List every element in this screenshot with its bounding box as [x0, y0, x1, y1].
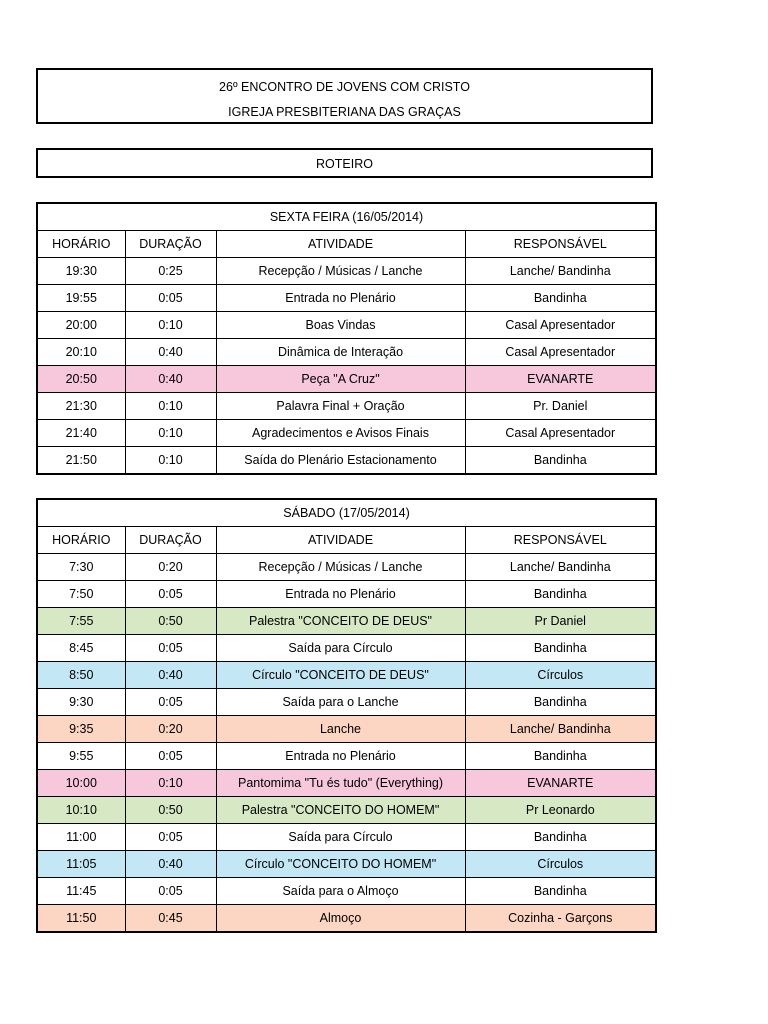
- cell-responsible: Bandinha: [465, 635, 656, 662]
- cell-time: 21:40: [37, 420, 125, 447]
- cell-duration: 0:45: [125, 905, 216, 933]
- cell-time: 20:10: [37, 339, 125, 366]
- cell-duration: 0:05: [125, 743, 216, 770]
- cell-activity: Palavra Final + Oração: [216, 393, 465, 420]
- cell-responsible: Bandinha: [465, 689, 656, 716]
- cell-activity: Recepção / Músicas / Lanche: [216, 554, 465, 581]
- cell-duration: 0:10: [125, 447, 216, 475]
- cell-duration: 0:40: [125, 339, 216, 366]
- schedule-row: [37, 258, 656, 285]
- cell-activity: Palestra "CONCEITO DE DEUS": [216, 608, 465, 635]
- cell-time: 21:30: [37, 393, 125, 420]
- cell-activity: Entrada no Plenário: [216, 285, 465, 312]
- cell-time: 11:50: [37, 905, 125, 933]
- cell-time: 9:55: [37, 743, 125, 770]
- cell-responsible: Lanche/ Bandinha: [465, 554, 656, 581]
- schedule-row: [37, 581, 656, 608]
- cell-time: 9:35: [37, 716, 125, 743]
- schedule-row: [37, 339, 656, 366]
- saturday-column-headers: [37, 527, 656, 554]
- cell-duration: 0:40: [125, 851, 216, 878]
- cell-responsible: Lanche/ Bandinha: [465, 716, 656, 743]
- cell-duration: 0:05: [125, 635, 216, 662]
- cell-time: 19:55: [37, 285, 125, 312]
- cell-duration: 0:05: [125, 689, 216, 716]
- header-activity: ATIVIDADE: [216, 527, 465, 554]
- header-responsible: RESPONSÁVEL: [465, 231, 656, 258]
- schedule-row: [37, 878, 656, 905]
- cell-responsible: EVANARTE: [465, 366, 656, 393]
- cell-activity: Agradecimentos e Avisos Finais: [216, 420, 465, 447]
- schedule-row: [37, 420, 656, 447]
- cell-time: 20:00: [37, 312, 125, 339]
- roteiro-box: [36, 148, 653, 178]
- cell-time: 11:00: [37, 824, 125, 851]
- schedule-row: [37, 662, 656, 689]
- church-name: IGREJA PRESBITERIANA DAS GRAÇAS: [228, 105, 461, 119]
- header-duration: DURAÇÃO: [125, 231, 216, 258]
- cell-time: 8:45: [37, 635, 125, 662]
- cell-activity: Dinâmica de Interação: [216, 339, 465, 366]
- cell-duration: 0:10: [125, 393, 216, 420]
- cell-activity: Saída para Círculo: [216, 824, 465, 851]
- cell-duration: 0:05: [125, 581, 216, 608]
- cell-duration: 0:40: [125, 366, 216, 393]
- header-time: HORÁRIO: [37, 527, 125, 554]
- cell-responsible: Cozinha - Garçons: [465, 905, 656, 933]
- cell-time: 11:05: [37, 851, 125, 878]
- schedule-row: [37, 447, 656, 475]
- cell-responsible: Bandinha: [465, 824, 656, 851]
- cell-duration: 0:50: [125, 797, 216, 824]
- cell-time: 7:50: [37, 581, 125, 608]
- cell-activity: Almoço: [216, 905, 465, 933]
- schedule-row: [37, 689, 656, 716]
- cell-activity: Pantomima "Tu és tudo" (Everything): [216, 770, 465, 797]
- cell-activity: Círculo "CONCEITO DO HOMEM": [216, 851, 465, 878]
- cell-time: 10:00: [37, 770, 125, 797]
- cell-time: 8:50: [37, 662, 125, 689]
- friday-column-headers: [37, 231, 656, 258]
- cell-responsible: Pr Leonardo: [465, 797, 656, 824]
- saturday-schedule-table: [36, 498, 657, 933]
- cell-activity: Lanche: [216, 716, 465, 743]
- roteiro-label: ROTEIRO: [316, 157, 373, 171]
- friday-schedule-table: [36, 202, 657, 475]
- schedule-row: [37, 285, 656, 312]
- cell-responsible: Círculos: [465, 851, 656, 878]
- cell-activity: Peça "A Cruz": [216, 366, 465, 393]
- cell-responsible: Bandinha: [465, 285, 656, 312]
- cell-activity: Saída do Plenário Estacionamento: [216, 447, 465, 475]
- cell-time: 19:30: [37, 258, 125, 285]
- cell-activity: Saída para o Almoço: [216, 878, 465, 905]
- schedule-row: [37, 366, 656, 393]
- cell-responsible: Bandinha: [465, 878, 656, 905]
- cell-responsible: Pr Daniel: [465, 608, 656, 635]
- cell-activity: Entrada no Plenário: [216, 743, 465, 770]
- cell-responsible: Casal Apresentador: [465, 312, 656, 339]
- cell-responsible: Bandinha: [465, 743, 656, 770]
- schedule-row: [37, 716, 656, 743]
- cell-time: 20:50: [37, 366, 125, 393]
- cell-activity: Boas Vindas: [216, 312, 465, 339]
- cell-time: 7:30: [37, 554, 125, 581]
- schedule-row: [37, 743, 656, 770]
- cell-duration: 0:50: [125, 608, 216, 635]
- cell-duration: 0:10: [125, 420, 216, 447]
- cell-responsible: Pr. Daniel: [465, 393, 656, 420]
- cell-duration: 0:20: [125, 554, 216, 581]
- cell-duration: 0:05: [125, 285, 216, 312]
- friday-title: SEXTA FEIRA (16/05/2014): [37, 203, 656, 231]
- cell-duration: 0:10: [125, 770, 216, 797]
- schedule-row: [37, 393, 656, 420]
- cell-duration: 0:20: [125, 716, 216, 743]
- schedule-row: [37, 635, 656, 662]
- cell-responsible: Bandinha: [465, 447, 656, 475]
- saturday-title: SÁBADO (17/05/2014): [37, 499, 656, 527]
- schedule-row: [37, 797, 656, 824]
- cell-time: 7:55: [37, 608, 125, 635]
- schedule-row: [37, 851, 656, 878]
- cell-activity: Entrada no Plenário: [216, 581, 465, 608]
- header-box: [36, 68, 653, 124]
- cell-activity: Palestra "CONCEITO DO HOMEM": [216, 797, 465, 824]
- cell-responsible: EVANARTE: [465, 770, 656, 797]
- schedule-row: [37, 312, 656, 339]
- cell-responsible: Círculos: [465, 662, 656, 689]
- header-responsible: RESPONSÁVEL: [465, 527, 656, 554]
- cell-duration: 0:05: [125, 824, 216, 851]
- cell-time: 11:45: [37, 878, 125, 905]
- cell-time: 10:10: [37, 797, 125, 824]
- schedule-row: [37, 905, 656, 933]
- cell-duration: 0:25: [125, 258, 216, 285]
- cell-time: 21:50: [37, 447, 125, 475]
- cell-activity: Saída para o Lanche: [216, 689, 465, 716]
- header-time: HORÁRIO: [37, 231, 125, 258]
- schedule-row: [37, 770, 656, 797]
- cell-responsible: Bandinha: [465, 581, 656, 608]
- schedule-row: [37, 554, 656, 581]
- cell-duration: 0:05: [125, 878, 216, 905]
- cell-activity: Saída para Círculo: [216, 635, 465, 662]
- schedule-row: [37, 608, 656, 635]
- event-title: 26º ENCONTRO DE JOVENS COM CRISTO: [219, 80, 470, 94]
- cell-duration: 0:40: [125, 662, 216, 689]
- cell-responsible: Casal Apresentador: [465, 420, 656, 447]
- cell-duration: 0:10: [125, 312, 216, 339]
- header-activity: ATIVIDADE: [216, 231, 465, 258]
- cell-responsible: Casal Apresentador: [465, 339, 656, 366]
- cell-responsible: Lanche/ Bandinha: [465, 258, 656, 285]
- cell-time: 9:30: [37, 689, 125, 716]
- cell-activity: Círculo "CONCEITO DE DEUS": [216, 662, 465, 689]
- schedule-row: [37, 824, 656, 851]
- header-duration: DURAÇÃO: [125, 527, 216, 554]
- cell-activity: Recepção / Músicas / Lanche: [216, 258, 465, 285]
